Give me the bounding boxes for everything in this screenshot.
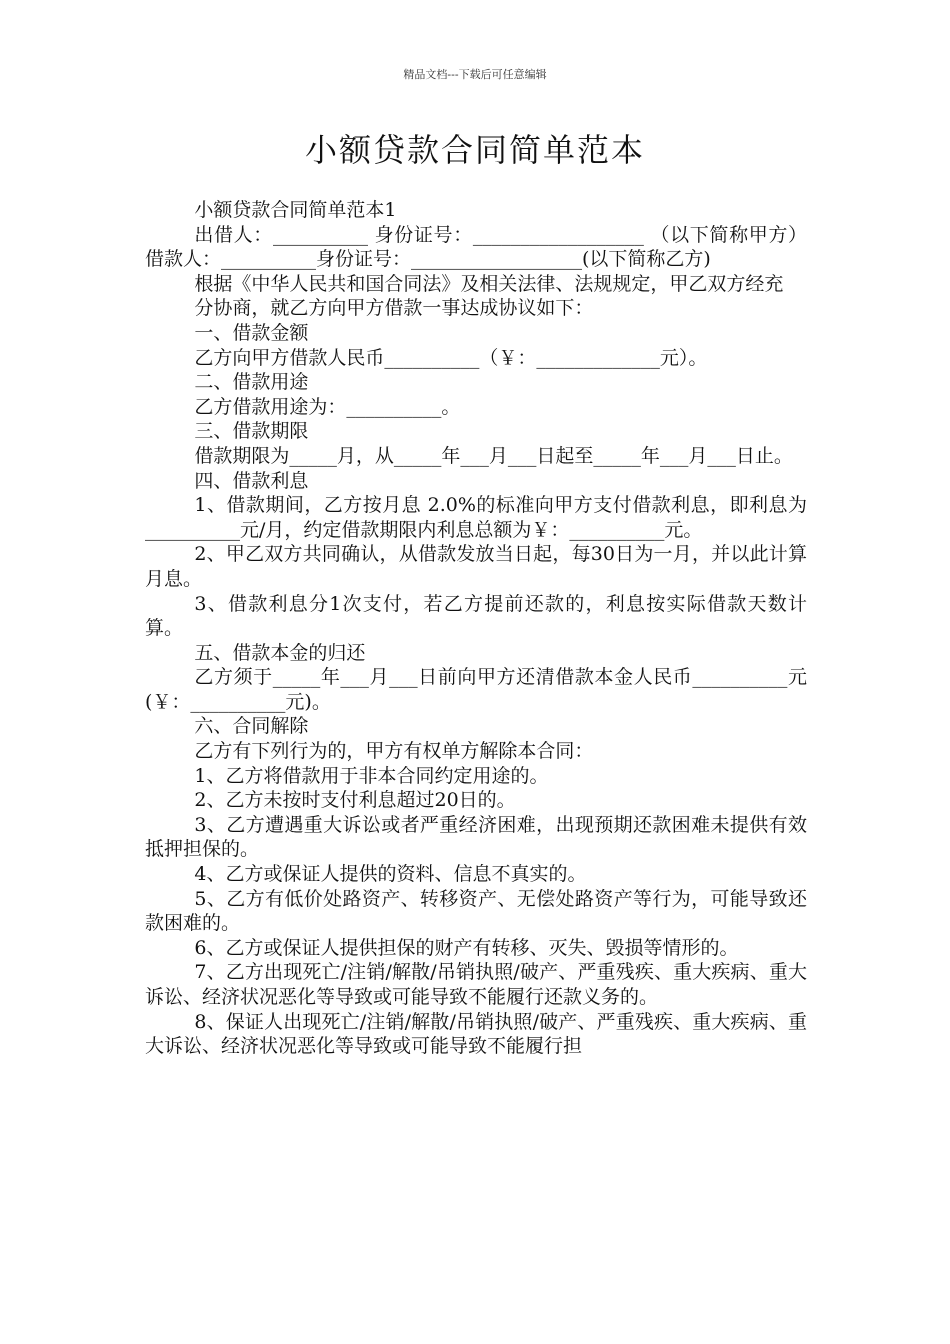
paragraph: 5、乙方有低价处路资产、转移资产、无偿处路资产等行为，可能导致还款困难的。 <box>145 887 807 935</box>
paragraph: 借款期限为_____月，从_____年___月___日起至_____年___月___日止。 <box>194 444 793 467</box>
paragraph: 1、借款期间，乙方按月息 2.0%的标准向甲方支付借款利息，即利息为__________元/月，约定借款期限内利息总额为￥：__________元。 <box>145 494 807 541</box>
paragraph: 三、借款期限 <box>194 420 309 443</box>
page-header: 精品文档---下载后可任意编辑 <box>403 68 547 81</box>
paragraph: 1、乙方将借款用于非本合同约定用途的。 <box>194 764 549 787</box>
document-body <box>145 198 807 1059</box>
paragraph: 7、乙方出现死亡/注销/解散/吊销执照/破产、严重残疾、重大疾病、重大诉讼、经济状况恶化等导致或可能导致不能履行还款义务的。 <box>145 961 807 1008</box>
document-title: 小额贷款合同简单范本 <box>304 131 645 169</box>
paragraph: 根据《中华人民共和国合同法》及相关法律、法规规定，甲乙双方经充 <box>194 272 784 295</box>
paragraph: 乙方向甲方借款人民币__________（￥：_____________元）。 <box>194 346 708 369</box>
paragraph: 8、保证人出现死亡/注销/解散/吊销执照/破产、严重残疾、重大疾病、重大诉讼、经济状况恶化等导致或可能导致不能履行担 <box>145 1010 807 1058</box>
paragraph: 六、合同解除 <box>194 715 309 738</box>
paragraph: 五、借款本金的归还 <box>194 641 366 664</box>
paragraph: 乙方有下列行为的，甲方有权单方解除本合同： <box>194 740 594 763</box>
paragraph: 小额贷款合同简单范本1 <box>194 199 397 221</box>
paragraph: 2、乙方未按时支付利息超过20日的。 <box>194 789 516 812</box>
paragraph: 一、借款金额 <box>194 321 309 344</box>
paragraph: 分协商，就乙方向甲方借款一事达成协议如下： <box>194 297 594 320</box>
paragraph: 乙方须于_____年___月___日前向甲方还清借款本金人民币__________元(￥：__________元)。 <box>145 666 807 713</box>
paragraph: 四、借款利息 <box>194 469 309 492</box>
paragraph: 2、甲乙双方共同确认，从借款发放当日起，每30日为一月，并以此计算月息。 <box>145 543 807 590</box>
paragraph: 6、乙方或保证人提供担保的财产有转移、灭失、毁损等情形的。 <box>194 936 739 959</box>
paragraph: 3、乙方遭遇重大诉讼或者严重经济困难，出现预期还款困难未提供有效抵押担保的。 <box>145 813 807 861</box>
paragraph: 二、借款用途 <box>194 371 309 394</box>
paragraph: 4、乙方或保证人提供的资料、信息不真实的。 <box>194 863 587 886</box>
paragraph: 出借人：__________ 身份证号：__________________ （以下简称甲方） 借款人：__________身份证号：__________________(以下简称乙方) <box>145 223 807 271</box>
paragraph: 乙方借款用途为：__________。 <box>194 395 461 418</box>
paragraph: 3、借款利息分1次支付，若乙方提前还款的，利息按实际借款天数计算。 <box>145 592 807 640</box>
